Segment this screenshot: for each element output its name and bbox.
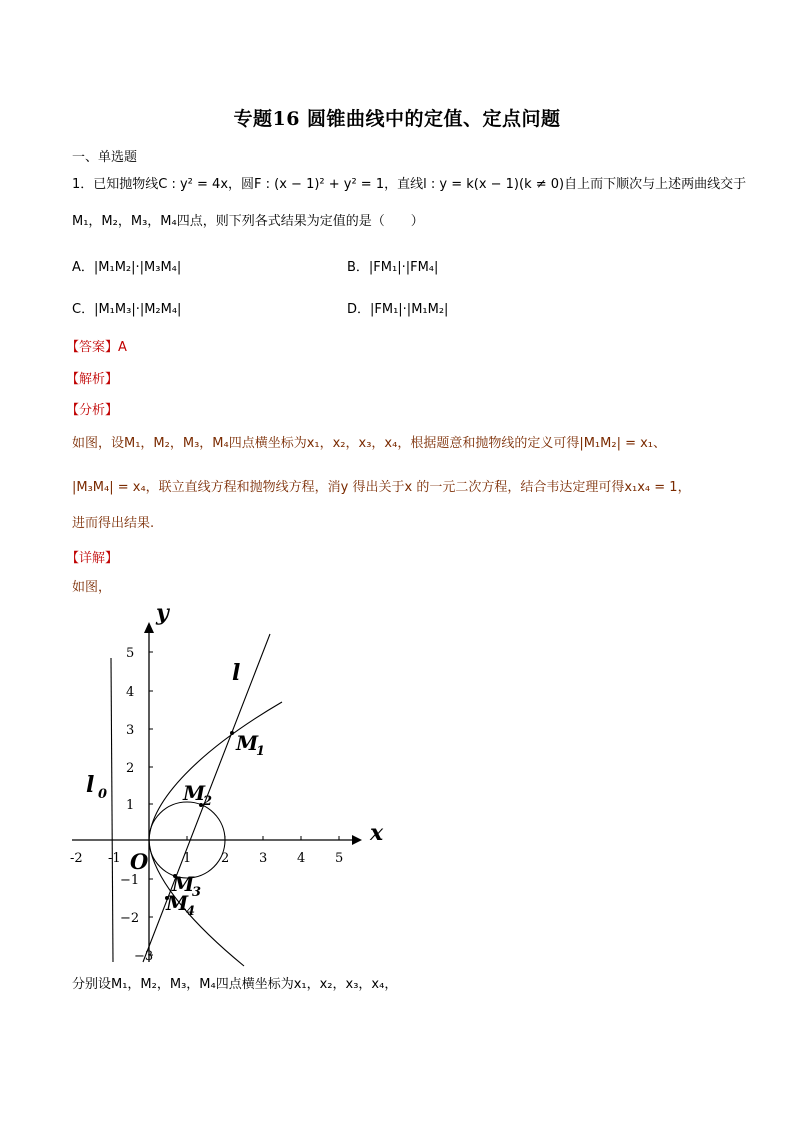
m3-label: M: [172, 872, 195, 896]
line-l0-subscript: 0: [98, 787, 108, 802]
fenxi-label: 【分析】: [66, 403, 119, 418]
y-tick-label: −3: [134, 949, 154, 964]
m4-label: M: [166, 891, 189, 915]
option-b: B．|FM₁|·|FM₄|: [347, 260, 439, 275]
m2-label: M: [183, 781, 206, 805]
x-tick-label: 5: [335, 851, 344, 866]
question-1-line-2: M₁，M₂，M₃，M₄四点，则下列各式结果为定值的是（ ）: [72, 214, 424, 229]
x-tick-label: -2: [70, 851, 83, 866]
line-l0-label: l: [86, 772, 95, 798]
y-tick-label: −2: [120, 911, 140, 926]
x-tick-label: 3: [259, 851, 268, 866]
question-1-line-1: 1．已知抛物线C : y² = 4x，圆F : (x − 1)² + y² = 1，直线l : y = k(x − 1)(k ≠ 0)自上而下顺次与上述两曲线交于: [72, 177, 747, 192]
x-tick-label: -1: [108, 851, 121, 866]
y-tick-label: 1: [126, 798, 135, 813]
x-tick-label: 1: [183, 851, 192, 866]
x-axis-arrow-icon: [352, 835, 362, 845]
y-tick-label: 3: [126, 723, 135, 738]
y-axis-label: y: [156, 600, 169, 626]
option-c: C．|M₁M₃|·|M₂M₄|: [72, 302, 182, 317]
detail-label: 【详解】: [66, 551, 119, 566]
y-tick-label: −1: [120, 873, 140, 888]
fenxi-line-3: 进而得出结果.: [72, 516, 155, 531]
x-tick-label: 4: [297, 851, 306, 866]
parabola-lower: [149, 840, 244, 966]
m3-subscript: 3: [192, 885, 202, 900]
answer-label: 【答案】A: [66, 340, 127, 355]
m2-subscript: 2: [203, 794, 213, 809]
detail-intro: 如图，: [72, 580, 112, 595]
x-tick-label: 2: [221, 851, 230, 866]
y-tick-label: 5: [126, 646, 135, 661]
line-l0: [111, 658, 113, 962]
section-heading: 一、单选题: [72, 150, 138, 165]
line-l-label: l: [232, 660, 241, 686]
m1-label: M: [236, 731, 259, 755]
detail-final-line: 分别设M₁，M₂，M₃，M₄四点横坐标为x₁，x₂，x₃，x₄，: [72, 977, 398, 992]
fenxi-line-2: |M₃M₄| = x₄，联立直线方程和抛物线方程，消y 得出关于x 的一元二次方程，结合韦达定理可得x₁x₄ = 1，: [72, 480, 691, 495]
x-axis-label: x: [370, 820, 384, 846]
analysis-label: 【解析】: [66, 372, 119, 387]
y-tick-label: 2: [126, 761, 135, 776]
option-a: A．|M₁M₂|·|M₃M₄|: [72, 260, 182, 275]
y-axis-arrow-icon: [144, 622, 154, 633]
geometry-figure: [60, 600, 400, 970]
page-title: 专题16 圆锥曲线中的定值、定点问题: [233, 108, 561, 130]
m4-subscript: 4: [186, 904, 196, 919]
y-tick-label: 4: [126, 685, 135, 700]
m1-subscript: 1: [256, 744, 266, 759]
origin-label: O: [130, 849, 149, 874]
fenxi-line-1: 如图，设M₁，M₂，M₃，M₄四点横坐标为x₁，x₂，x₃，x₄，根据题意和抛物线的定义可得|M₁M₂| = x₁、: [72, 436, 667, 451]
option-d: D．|FM₁|·|M₁M₂|: [347, 302, 449, 317]
point-m1: [230, 731, 234, 735]
parabola-upper: [149, 702, 282, 840]
